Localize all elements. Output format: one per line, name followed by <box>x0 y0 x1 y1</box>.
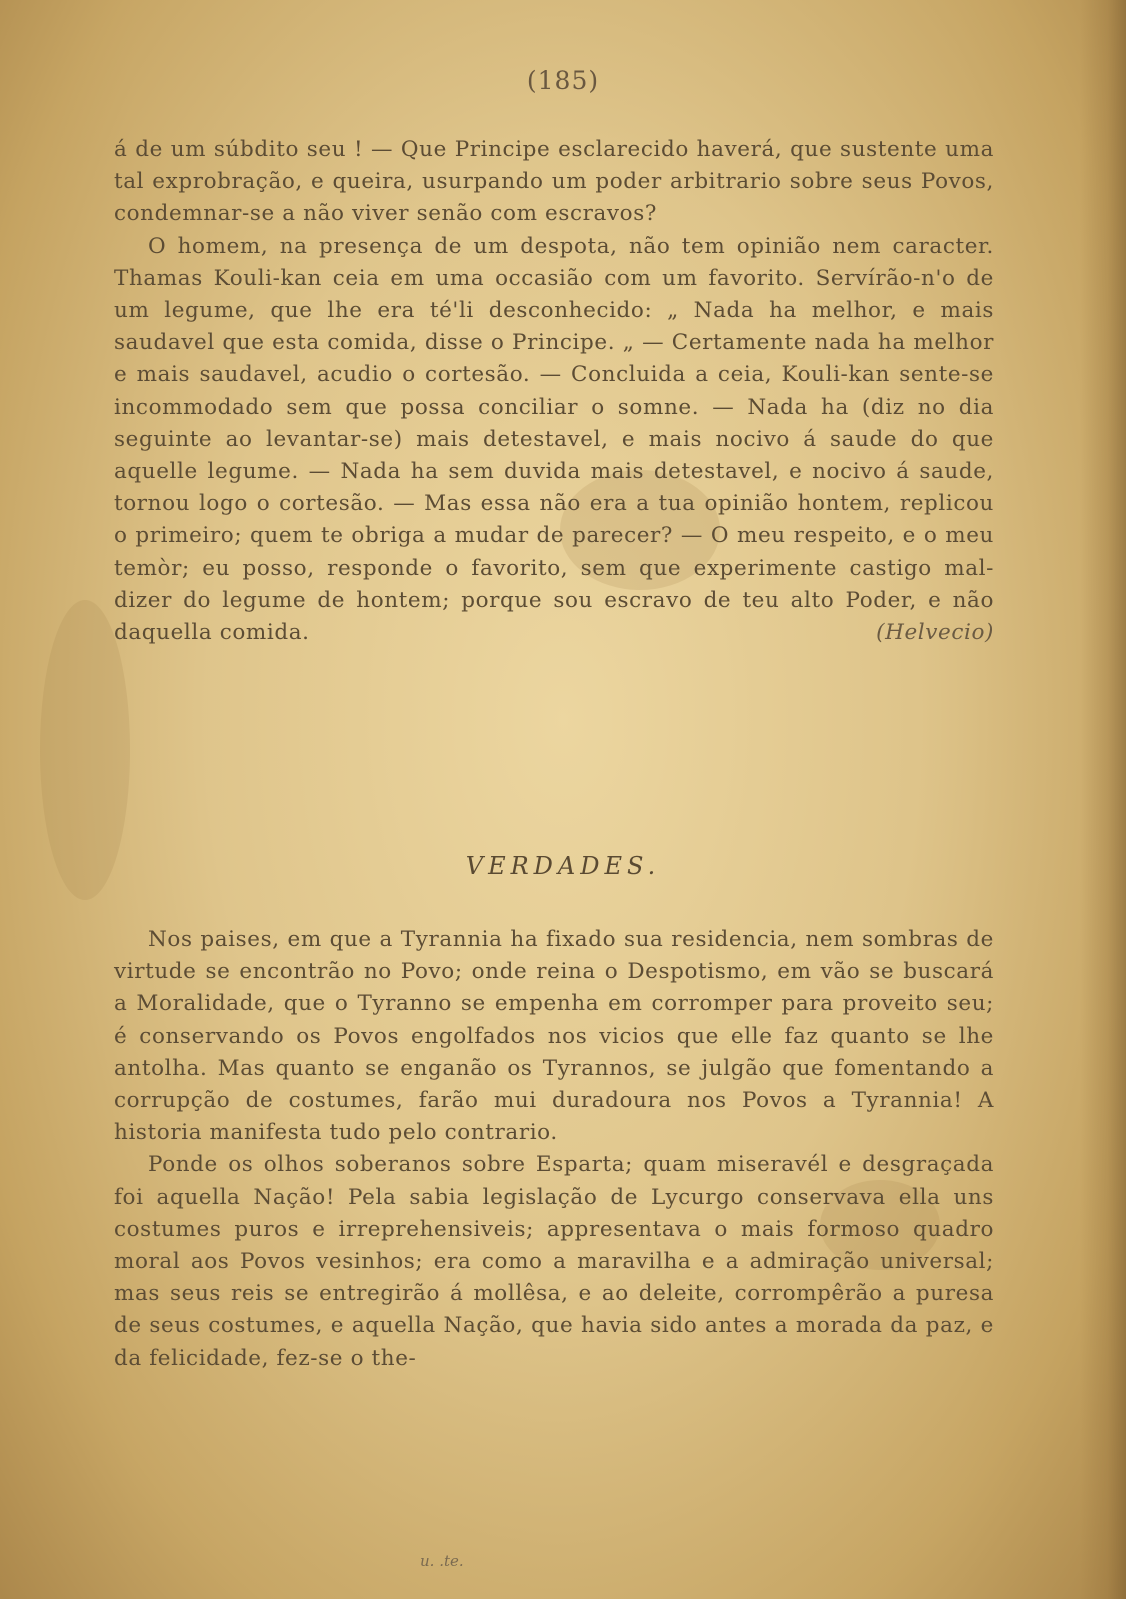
section-1-text <box>114 134 994 649</box>
paragraph: á de um súbdito seu ! — Que Principe esclarecido haverá, que sustente uma tal exprobração, e queira, usurpando um poder arbitrario sobre seus Povos, condemnar-se a não viver senão com escravos? <box>114 137 994 227</box>
attribution: (Helvecio) <box>876 620 994 646</box>
paragraph: Nos paises, em que a Tyrannia ha fixado sua residencia, nem sombras de virtude se encontrão no Povo; onde reina o Despotismo, em vão se buscará a Moralidade, que o Tyranno se empenha em corromper para proveito seu; é conservando os Povos engolfados nos vicios que elle faz quanto se lhe antolha. Mas quanto se enganão os Tyrannos, se julgão que fomentando a corrupção de costumes, farão mui duradoura nos Povos a Tyrannia! A historia manifesta tudo pelo contrario. <box>114 927 994 1146</box>
paragraph: Ponde os olhos soberanos sobre Esparta; quam miseravél e desgraçada foi aquella Nação! Pela sabia legislação de Lycurgo conservava ella uns costumes puros e irreprehensiveis; appresentava o mais formoso quadro moral aos Povos vesinhos; era como a maravilha e a admiração universal; mas seus reis se entregirão á mollêsa, e ao deleite, corrompêrão a puresa de seus costumes, e aquella Nação, que havia sido antes a morada da paz, e da felicidade, fez-se o the- <box>114 1152 994 1371</box>
section-2-text <box>114 924 994 1375</box>
paragraph-text: O homem, na presença de um despota, não tem opinião nem caracter. Thamas Kouli-kan ceia em uma occasião com um favorito. Servírão-n'o de um legume, que lhe era té'li desconhecido: „ Nada ha melhor, e mais saudavel que esta comida, disse o Principe. „ — Certamente nada ha melhor e mais saudavel, acudio o cortesão. — Concluida a ceia, Kouli-kan sente-se incommodado sem que possa conciliar o somne. — Nada ha (diz no dia seguinte ao levantar-se) mais detestavel, e mais nocivo á saude do que aquelle legume. — Nada ha sem duvida mais detestavel, e nocivo á saude, tornou logo o cortesão. — Mas essa não era a tua opinião hontem, replicou o primeiro; quem te obriga a mudar de parecer? — O meu respeito, e o meu temòr; eu posso, responde o favorito, sem que experimente castigo mal-dizer do legume de hontem; porque sou escravo de teu alto Poder, e não daquella comida. <box>114 233 994 646</box>
catchword: u. .te. <box>420 1552 464 1570</box>
section-title: VERDADES. <box>465 852 661 880</box>
page-fold-shadow <box>1080 0 1126 1599</box>
page-number: (185) <box>526 66 600 95</box>
paragraph <box>114 231 994 650</box>
